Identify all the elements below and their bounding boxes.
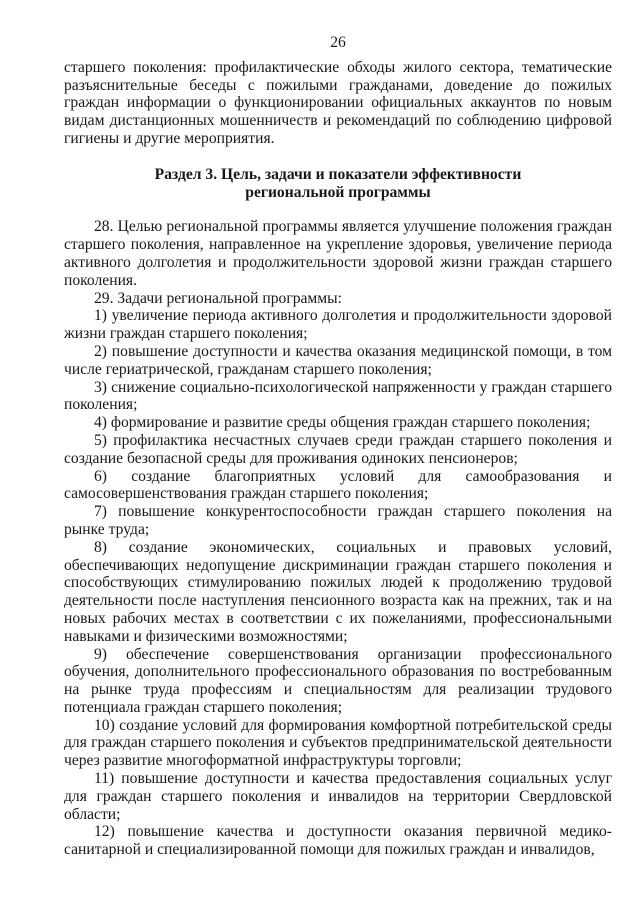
section-heading-line-2: региональной программы [245, 183, 431, 201]
task-item-2: 2) повышение доступности и качества оказания медицинской помощи, в том числе гериатрической, гражданам старшего поколения; [64, 342, 612, 378]
continuation-paragraph: старшего поколения: профилактические обходы жилого сектора, тематические разъяснительные беседы с пожилыми гражданами, доведение до пожилых граждан информации о функционировании официальных аккаунтов по новым видам дистанционных мошенничеств и рекомендаций по соблюдению цифровой гигиены и другие мероприятия. [64, 58, 612, 147]
task-item-3: 3) снижение социально-психологической напряженности у граждан старшего поколения; [64, 378, 612, 414]
section-heading [64, 166, 612, 202]
page-number: 26 [330, 34, 346, 51]
text-column [64, 34, 612, 859]
task-item-12: 12) повышение качества и доступности оказания первичной медико-санитарной и специализированной помощи для пожилых граждан и инвалидов, [64, 823, 612, 859]
task-item-4: 4) формирование и развитие среды общения граждан старшего поколения; [94, 414, 591, 432]
task-item-8: 8) создание экономических, социальных и правовых условий, обеспечивающих недопущение дискриминации граждан старшего поколения и способствующих стимулированию пожилых людей к продолжению трудовой деятельности после наступления пенсионного возраста как на прежних, так и на новых рабочих местах в соответствии с их пожеланиями, профессиональными навыками и физическими возможностями; [64, 538, 612, 645]
task-item-9: 9) обеспечение совершенствования организации профессионального обучения, дополнительного профессионального образования по востребованным на рынке труда профессиям и специальностям для реализации трудового потенциала граждан старшего поколения; [64, 645, 612, 716]
task-list [64, 307, 612, 859]
paragraph-28: 28. Целью региональной программы является улучшение положения граждан старшего поколения, направленное на укрепление здоровья, увеличение периода активного долголетия и продолжительности здоровой жизни граждан старшего поколения. [64, 218, 612, 289]
section-heading-line-1: Раздел 3. Цель, задачи и показатели эффективности [154, 165, 522, 183]
task-item-7: 7) повышение конкурентоспособности граждан старшего поколения на рынке труда; [64, 503, 612, 538]
paragraph-29-intro: 29. Задачи региональной программы: [94, 289, 342, 307]
task-item-11: 11) повышение доступности и качества предоставления социальных услуг для граждан старшего поколения и инвалидов на территории Свердловской области; [64, 770, 612, 823]
task-item-6: 6) создание благоприятных условий для самообразования и самосовершенствования граждан старшего поколения; [64, 467, 612, 503]
task-item-10: 10) создание условий для формирования комфортной потребительской среды для граждан старшего поколения и субъектов предпринимательской деятельности через развитие многоформатной инфраструктуры торговли; [64, 716, 612, 770]
task-item-1: 1) увеличение периода активного долголетия и продолжительности здоровой жизни граждан старшего поколения; [64, 307, 612, 343]
task-item-5: 5) профилактика несчастных случаев среди граждан старшего поколения и создание безопасной среды для проживания одиноких пенсионеров; [64, 431, 612, 467]
